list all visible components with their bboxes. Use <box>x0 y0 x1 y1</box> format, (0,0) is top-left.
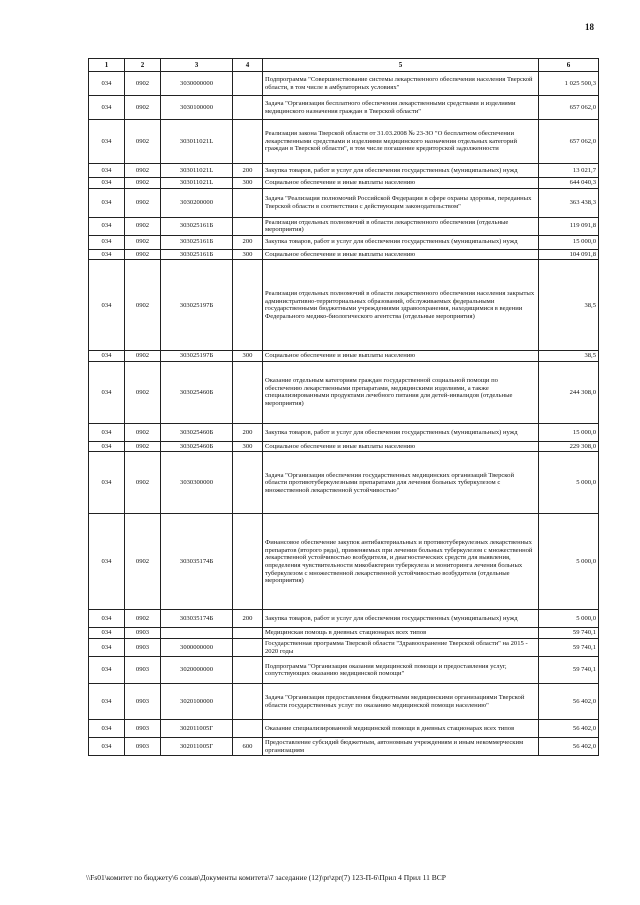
cell-amount: 657 062,0 <box>539 96 599 120</box>
cell-target-article: 303011021L <box>161 178 233 189</box>
table-row <box>89 249 599 260</box>
cell-expense-type: 200 <box>233 164 263 178</box>
table-row <box>89 188 599 217</box>
cell-expense-type <box>233 514 263 610</box>
cell-admin-code: 034 <box>89 72 125 96</box>
cell-amount: 56 402,0 <box>539 684 599 720</box>
column-header-2: 2 <box>125 59 161 72</box>
cell-description: Задача "Организация бесплатного обеспечения лекарственными средствами и изделиями медицинского назначения граждан в Тверской области" <box>263 96 539 120</box>
cell-section-code: 0902 <box>125 217 161 235</box>
cell-amount: 5 000,0 <box>539 610 599 628</box>
cell-amount: 244 308,0 <box>539 361 599 423</box>
cell-admin-code: 034 <box>89 514 125 610</box>
cell-description: Социальное обеспечение и иные выплаты населению <box>263 441 539 452</box>
cell-admin-code: 034 <box>89 452 125 514</box>
cell-section-code: 0902 <box>125 452 161 514</box>
cell-target-article: 3030300000 <box>161 452 233 514</box>
column-header-3: 3 <box>161 59 233 72</box>
cell-target-article: 3000000000 <box>161 639 233 657</box>
cell-target-article: 303025161Б <box>161 249 233 260</box>
cell-target-article: 3020000000 <box>161 657 233 684</box>
cell-admin-code: 034 <box>89 423 125 441</box>
cell-expense-type: 300 <box>233 441 263 452</box>
cell-amount: 363 438,3 <box>539 188 599 217</box>
cell-expense-type: 200 <box>233 423 263 441</box>
table-row <box>89 120 599 164</box>
cell-admin-code: 034 <box>89 684 125 720</box>
cell-amount: 59 740,1 <box>539 628 599 639</box>
cell-expense-type <box>233 657 263 684</box>
table-row <box>89 72 599 96</box>
cell-description: Закупка товаров, работ и услуг для обеспечения государственных (муниципальных) нужд <box>263 610 539 628</box>
cell-expense-type <box>233 452 263 514</box>
cell-amount: 229 308,0 <box>539 441 599 452</box>
cell-expense-type <box>233 217 263 235</box>
cell-description: Финансовое обеспечение закупок антибактериальных и противотуберкулезных лекарственных препаратов (второго ряда), применяемых при лечении больных туберкулезом с множественной лекарственной устойчивостью возбудителя, и диагностических средств для выявления, определения чувствительности микобактерии туберкулеза и мониторинга лечения больных туберкулезом с множественной лекарственной устойчивостью возбудителя (отдельные мероприятия) <box>263 514 539 610</box>
table-row <box>89 235 599 249</box>
cell-section-code: 0902 <box>125 120 161 164</box>
cell-target-article <box>161 628 233 639</box>
cell-description: Задача "Организация обеспечения государственных медицинских организаций Тверской области противотуберкулезными препаратами для лечения больных туберкулезом с множественной лекарственной устойчивостью" <box>263 452 539 514</box>
cell-admin-code: 034 <box>89 164 125 178</box>
cell-description: Государственная программа Тверской области "Здравоохранение Тверской области" на 2015 - 2020 годы <box>263 639 539 657</box>
cell-section-code: 0902 <box>125 188 161 217</box>
cell-section-code: 0902 <box>125 514 161 610</box>
cell-section-code: 0902 <box>125 249 161 260</box>
column-header-1: 1 <box>89 59 125 72</box>
cell-description: Оказание отдельным категориям граждан государственной социальной помощи по обеспечению лекарственными препаратами, медицинскими изделиями, а также специализированными продуктами лечебного питания для детей-инвалидов (отдельные мероприятия) <box>263 361 539 423</box>
cell-admin-code: 034 <box>89 610 125 628</box>
cell-section-code: 0902 <box>125 164 161 178</box>
budget-table <box>88 58 599 756</box>
footer-file-path: \\Fs01\комитет по бюджету\6 созыв\Документы комитета\7 заседание (12)\pr\zpr(7) 123-П-6\Прил 4 Прил 11 ВСР <box>86 873 446 882</box>
cell-description: Закупка товаров, работ и услуг для обеспечения государственных (муниципальных) нужд <box>263 423 539 441</box>
cell-description: Предоставление субсидий бюджетным, автономным учреждениям и иным некоммерческим организациям <box>263 738 539 756</box>
cell-expense-type <box>233 96 263 120</box>
cell-amount: 38,5 <box>539 351 599 362</box>
cell-target-article: 3030000000 <box>161 72 233 96</box>
cell-target-article: 3020100000 <box>161 684 233 720</box>
table-header-row <box>89 59 599 72</box>
cell-amount: 56 402,0 <box>539 738 599 756</box>
cell-expense-type <box>233 260 263 351</box>
cell-amount: 657 062,0 <box>539 120 599 164</box>
cell-expense-type: 600 <box>233 738 263 756</box>
cell-description: Реализация отдельных полномочий в области лекарственного обеспечения населения закрытых административно-территориальных образований, обслуживаемых федеральными государственными бюджетными учреждениями здравоохранения, находящимися в ведении Федерального медико-биологического агентства (отдельные мероприятия) <box>263 260 539 351</box>
table-row <box>89 217 599 235</box>
cell-expense-type: 300 <box>233 351 263 362</box>
cell-admin-code: 034 <box>89 639 125 657</box>
cell-amount: 5 000,0 <box>539 514 599 610</box>
cell-amount: 5 000,0 <box>539 452 599 514</box>
cell-section-code: 0902 <box>125 178 161 189</box>
cell-expense-type <box>233 120 263 164</box>
table-row <box>89 351 599 362</box>
cell-target-article: 303011021L <box>161 164 233 178</box>
cell-section-code: 0902 <box>125 423 161 441</box>
cell-description: Социальное обеспечение и иные выплаты населению <box>263 351 539 362</box>
cell-description: Закупка товаров, работ и услуг для обеспечения государственных (муниципальных) нужд <box>263 235 539 249</box>
cell-section-code: 0902 <box>125 72 161 96</box>
cell-section-code: 0903 <box>125 628 161 639</box>
cell-section-code: 0902 <box>125 235 161 249</box>
table-row <box>89 628 599 639</box>
cell-description: Закупка товаров, работ и услуг для обеспечения государственных (муниципальных) нужд <box>263 164 539 178</box>
table-row <box>89 720 599 738</box>
table-row <box>89 96 599 120</box>
cell-target-article: 303035174Б <box>161 514 233 610</box>
cell-expense-type: 200 <box>233 610 263 628</box>
table-row <box>89 441 599 452</box>
table-row <box>89 361 599 423</box>
cell-description: Оказание специализированной медицинской помощи в дневных стационарах всех типов <box>263 720 539 738</box>
cell-admin-code: 034 <box>89 628 125 639</box>
cell-target-article: 3030200000 <box>161 188 233 217</box>
cell-target-article: 303025161Б <box>161 217 233 235</box>
cell-description: Задача "Реализация полномочий Российской Федерации в сфере охраны здоровья, переданных Тверской области в соответствии с действующим законодательством" <box>263 188 539 217</box>
table-row <box>89 657 599 684</box>
cell-admin-code: 034 <box>89 217 125 235</box>
column-header-5: 5 <box>263 59 539 72</box>
cell-admin-code: 034 <box>89 235 125 249</box>
cell-section-code: 0903 <box>125 720 161 738</box>
cell-admin-code: 034 <box>89 361 125 423</box>
cell-target-article: 3030100000 <box>161 96 233 120</box>
cell-expense-type <box>233 72 263 96</box>
cell-section-code: 0902 <box>125 351 161 362</box>
cell-section-code: 0902 <box>125 441 161 452</box>
cell-amount: 104 091,8 <box>539 249 599 260</box>
cell-amount: 38,5 <box>539 260 599 351</box>
cell-admin-code: 034 <box>89 178 125 189</box>
cell-admin-code: 034 <box>89 96 125 120</box>
cell-target-article: 303035174Б <box>161 610 233 628</box>
cell-admin-code: 034 <box>89 738 125 756</box>
cell-amount: 13 021,7 <box>539 164 599 178</box>
column-header-6: 6 <box>539 59 599 72</box>
cell-admin-code: 034 <box>89 249 125 260</box>
table-row <box>89 738 599 756</box>
table-row <box>89 178 599 189</box>
cell-amount: 644 040,3 <box>539 178 599 189</box>
cell-description: Социальное обеспечение и иные выплаты населению <box>263 178 539 189</box>
cell-section-code: 0902 <box>125 610 161 628</box>
cell-section-code: 0903 <box>125 684 161 720</box>
cell-target-article: 303025161Б <box>161 235 233 249</box>
table-row <box>89 514 599 610</box>
cell-target-article: 303025460Б <box>161 361 233 423</box>
table-body <box>89 72 599 756</box>
cell-admin-code: 034 <box>89 351 125 362</box>
cell-admin-code: 034 <box>89 441 125 452</box>
cell-description: Реализация отдельных полномочий в области лекарственного обеспечения (отдельные мероприятия) <box>263 217 539 235</box>
cell-admin-code: 034 <box>89 720 125 738</box>
cell-target-article: 302011005Г <box>161 738 233 756</box>
cell-admin-code: 034 <box>89 260 125 351</box>
cell-description: Социальное обеспечение и иные выплаты населению <box>263 249 539 260</box>
cell-description: Реализация закона Тверской области от 31.03.2008 № 23-ЗО "О бесплатном обеспечении лекарственными средствами и изделиями медицинского назначения отдельных категорий граждан в Тверской области", в том числе погашение кредиторской задолженности <box>263 120 539 164</box>
cell-target-article: 303025197Б <box>161 260 233 351</box>
cell-description: Подпрограмма "Совершенствование системы лекарственного обеспечения населения Тверской области, в том числе в амбулаторных условиях" <box>263 72 539 96</box>
cell-section-code: 0903 <box>125 738 161 756</box>
cell-expense-type: 300 <box>233 249 263 260</box>
cell-description: Задача "Организация предоставления бюджетными медицинскими организациями Тверской области государственных услуг по оказанию медицинской помощи населению" <box>263 684 539 720</box>
cell-section-code: 0902 <box>125 96 161 120</box>
cell-amount: 59 740,1 <box>539 639 599 657</box>
table-row <box>89 164 599 178</box>
cell-amount: 1 025 500,3 <box>539 72 599 96</box>
column-header-4: 4 <box>233 59 263 72</box>
cell-section-code: 0903 <box>125 639 161 657</box>
cell-target-article: 303011021L <box>161 120 233 164</box>
cell-section-code: 0903 <box>125 657 161 684</box>
cell-expense-type <box>233 628 263 639</box>
cell-expense-type <box>233 188 263 217</box>
cell-description: Подпрограмма "Организация оказания медицинской помощи и предоставления услуг, сопутствующих оказанию медицинской помощи" <box>263 657 539 684</box>
table-row <box>89 423 599 441</box>
cell-section-code: 0902 <box>125 260 161 351</box>
cell-description: Медицинская помощь в дневных стационарах всех типов <box>263 628 539 639</box>
cell-expense-type <box>233 639 263 657</box>
cell-expense-type: 300 <box>233 178 263 189</box>
cell-amount: 15 000,0 <box>539 235 599 249</box>
cell-amount: 119 091,8 <box>539 217 599 235</box>
cell-amount: 56 402,0 <box>539 720 599 738</box>
cell-amount: 59 740,1 <box>539 657 599 684</box>
cell-target-article: 302011005Г <box>161 720 233 738</box>
cell-admin-code: 034 <box>89 657 125 684</box>
cell-target-article: 303025460Б <box>161 441 233 452</box>
cell-expense-type <box>233 684 263 720</box>
cell-amount: 15 000,0 <box>539 423 599 441</box>
cell-admin-code: 034 <box>89 188 125 217</box>
cell-target-article: 303025197Б <box>161 351 233 362</box>
table-row <box>89 639 599 657</box>
cell-section-code: 0902 <box>125 361 161 423</box>
cell-admin-code: 034 <box>89 120 125 164</box>
table-row <box>89 684 599 720</box>
cell-target-article: 303025460Б <box>161 423 233 441</box>
cell-expense-type <box>233 720 263 738</box>
cell-expense-type <box>233 361 263 423</box>
table-row <box>89 610 599 628</box>
table-row <box>89 452 599 514</box>
table-row <box>89 260 599 351</box>
cell-expense-type: 200 <box>233 235 263 249</box>
page-number: 18 <box>585 22 594 32</box>
